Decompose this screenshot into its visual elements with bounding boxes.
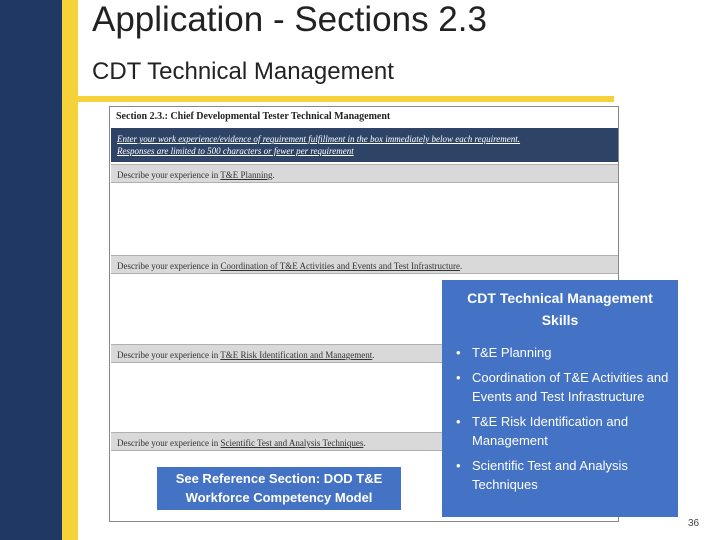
left-navy-bar: [0, 0, 62, 540]
form-instruction-line: Enter your work experience/evidence of requirement fulfillment in the box immediately below each requirement.: [117, 134, 521, 144]
bullet-icon: •: [456, 414, 461, 429]
row-topic: T&E Planning: [220, 170, 273, 180]
skills-list-item: • T&E Risk Identification and Management: [456, 414, 629, 448]
bullet-icon: •: [456, 458, 461, 473]
row-topic: T&E Risk Identification and Management: [220, 350, 373, 360]
row-prompt: Describe your experience in: [117, 261, 219, 271]
title-underline: [78, 96, 614, 102]
row-topic: Coordination of T&E Activities and Events and Test Infrastructure: [220, 261, 460, 271]
row-prompt: Describe your experience in: [117, 438, 219, 448]
form-instructions-banner: [111, 128, 618, 162]
form-instruction-line: Responses are limited to 500 characters or fewer per requirement: [117, 146, 354, 156]
bullet-icon: •: [456, 345, 461, 360]
skills-list: [450, 343, 670, 494]
skills-list-item: • Scientific Test and Analysis Techniques: [456, 458, 628, 492]
skills-list-item: • Coordination of T&E Activities and Events and Test Infrastructure: [456, 370, 669, 404]
slide-title: Application - Sections 2.3: [92, 0, 487, 39]
form-row-te-planning: Describe your experience in T&E Planning.: [111, 164, 618, 183]
form-row-risk: Describe your experience in T&E Risk Identification and Management.: [111, 344, 618, 363]
form-section-title: Section 2.3.: Chief Developmental Tester Technical Management: [116, 111, 391, 122]
slide-subtitle: CDT Technical Management: [92, 58, 394, 85]
row-prompt: Describe your experience in: [117, 350, 219, 360]
reference-callout: See Reference Section: DOD T&E Workforce Competency Model: [157, 467, 401, 510]
page-number: 36: [688, 518, 700, 529]
skills-callout: [442, 280, 678, 517]
left-gold-bar: [62, 0, 78, 540]
bullet-icon: •: [456, 370, 461, 385]
skills-title: CDT Technical Management Skills: [467, 290, 653, 328]
row-prompt: Describe your experience in: [117, 170, 219, 180]
skills-list-item: • T&E Planning: [456, 345, 552, 360]
row-topic: Scientific Test and Analysis Techniques: [220, 438, 364, 448]
form-row-coordination: Describe your experience in Coordination of T&E Activities and Events and Test Infrastructure.: [111, 255, 618, 274]
form-row-scientific: Describe your experience in Scientific Test and Analysis Techniques.: [111, 432, 618, 451]
